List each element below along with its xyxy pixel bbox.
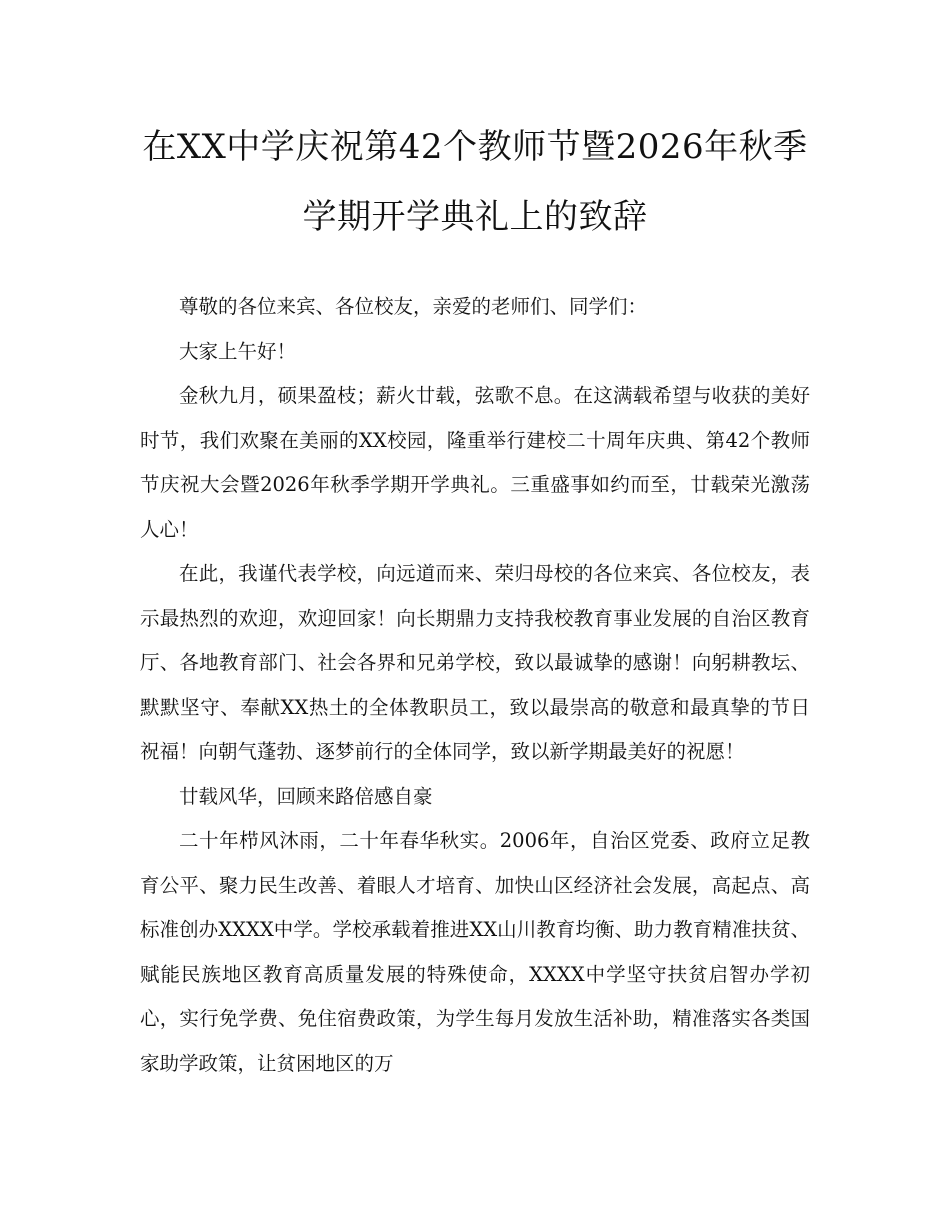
paragraph-history: 二十年栉风沐雨，二十年春华秋实。2006年，自治区党委、政府立足教育公平、聚力民生改善、着眼人才培育、加快山区经济社会发展，高起点、高标准创办XXXX中学。学校承载着推进XX山川教育均衡、助力教育精准扶贫、赋能民族地区教育高质量发展的特殊使命，XXXX中学坚守扶贫启智办学初心，实行免学费、免住宿费政策，为学生每月发放生活补助，精准落实各类国家助学政策，让贫困地区的万 bbox=[140, 829, 810, 1075]
paragraph-opening: 金秋九月，硕果盈枝；薪火廿载，弦歌不息。在这满载希望与收获的美好时节，我们欢聚在美丽的XX校园，隆重举行建校二十周年庆典、第42个教师节庆祝大会暨2026年秋季学期开学典礼。三重盛事如约而至，廿载荣光激荡人心！ bbox=[140, 384, 810, 541]
section-heading: 廿载风华，回顾来路倍感自豪 bbox=[179, 784, 433, 808]
paragraph-thanks: 在此，我谨代表学校，向远道而来、荣归母校的各位来宾、各位校友，表示最热烈的欢迎，欢迎回家！向长期鼎力支持我校教育事业发展的自治区教育厅、各地教育部门、社会各界和兄弟学校，致以最诚挚的感谢！向躬耕教坛、默默坚守、奉献XX热土的全体教职员工，致以最崇高的敬意和最真挚的节日祝福！向朝气蓬勃、逐梦前行的全体同学，致以新学期最美好的祝愿！ bbox=[140, 562, 810, 763]
title-line-2: 学期开学典礼上的致辞 bbox=[302, 197, 648, 237]
speech-body bbox=[140, 285, 810, 1086]
greeting: 大家上午好！ bbox=[179, 339, 297, 363]
title-line-1: 在XX中学庆祝第42个教师节暨2026年秋季 bbox=[142, 127, 808, 167]
salutation: 尊敬的各位来宾、各位校友，亲爱的老师们、同学们： bbox=[179, 295, 648, 318]
speech-title bbox=[120, 112, 830, 252]
